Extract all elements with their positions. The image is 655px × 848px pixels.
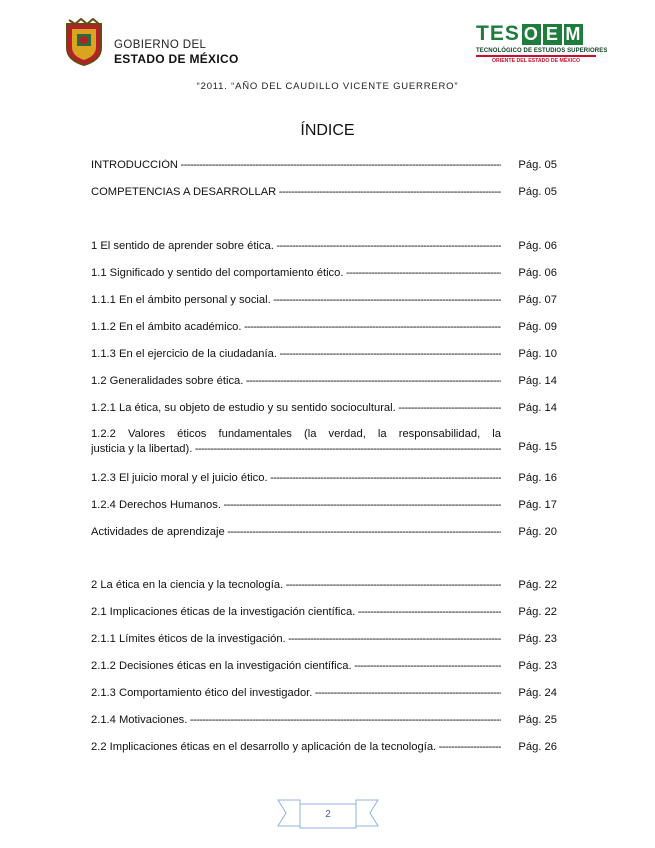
- toc-entry[interactable]: [91, 348, 557, 364]
- toc-entry-page: Pág. 20: [518, 526, 557, 538]
- page-number-ribbon: [276, 796, 380, 832]
- tesoem-tes: TES: [476, 22, 520, 45]
- toc-entry-text: 2.1 Implicaciones éticas de la investigación científica. -----: [91, 606, 501, 618]
- toc-entry[interactable]: [91, 714, 557, 730]
- tesoem-letter-e: E: [543, 24, 562, 45]
- tesoem-divider: [476, 55, 596, 57]
- toc-entry-page: Pág. 17: [518, 499, 557, 511]
- toc-entry-text: 2 La ética en la ciencia y la tecnología. -----: [91, 579, 501, 591]
- toc-entry-text: 1.1.1 En el ámbito personal y social. -----: [91, 294, 501, 306]
- toc-entry-text: 2.2 Implicaciones éticas en el desarrollo y aplicación de la tecnología. -----: [91, 741, 501, 753]
- toc-entry-text: 2.1.1 Límites éticos de la investigación. -----: [91, 633, 501, 645]
- gobierno-wordmark: [114, 38, 239, 66]
- tesoem-letter-o: O: [523, 23, 539, 44]
- toc-entry-page: Pág. 23: [518, 660, 557, 672]
- toc-entry-page: Pág. 05: [518, 159, 557, 171]
- toc-entry-page: Pág. 24: [518, 687, 557, 699]
- tesoem-campus: ORIENTE DEL ESTADO DE MÉXICO: [491, 58, 580, 64]
- toc-entry[interactable]: [91, 606, 557, 622]
- toc-entry-page: Pág. 14: [518, 375, 557, 387]
- toc-entry-page: Pág. 06: [518, 267, 557, 279]
- gobierno-line1: GOBIERNO DEL: [114, 39, 207, 51]
- toc-entry[interactable]: [91, 526, 557, 542]
- page-title: ÍNDICE: [300, 122, 355, 139]
- toc-entry-text: 2.1.2 Decisiones éticas en la investigación científica. -----: [91, 660, 501, 672]
- tesoem-letter-m: M: [565, 23, 582, 44]
- toc-entry-text: 1.1.3 En el ejercicio de la ciudadanía. -----: [91, 348, 501, 360]
- toc-entry-page: Pág. 26: [518, 741, 557, 753]
- toc-entry[interactable]: [91, 402, 557, 418]
- toc-entry-page: Pág. 25: [518, 714, 557, 726]
- toc-entry-text: 2.1.3 Comportamiento ético del investigador. -----: [91, 687, 501, 699]
- toc-entry[interactable]: [91, 428, 557, 462]
- toc-entry[interactable]: [91, 579, 557, 595]
- tesoem-wordmark: [476, 22, 596, 46]
- gobierno-coat-of-arms-icon: [63, 18, 105, 66]
- toc-entry-text: COMPETENCIAS A DESARROLLAR -----: [91, 186, 501, 198]
- toc-entry-page: Pág. 22: [518, 579, 557, 591]
- toc-entry-page: Pág. 09: [518, 321, 557, 333]
- page-number: 2: [325, 809, 331, 820]
- toc-entry-text-line2: justicia y la libertad). -----: [91, 443, 501, 455]
- toc-entry[interactable]: [91, 741, 557, 757]
- toc-entry-text: Actividades de aprendizaje -----: [91, 526, 501, 538]
- gobierno-line2: ESTADO DE MÉXICO: [114, 52, 239, 66]
- toc-entry-page: Pág. 06: [518, 240, 557, 252]
- toc-entry[interactable]: [91, 472, 557, 488]
- toc-entry[interactable]: [91, 267, 557, 283]
- year-motto: “2011. “AÑO DEL CAUDILLO VICENTE GUERRERO”: [196, 81, 459, 92]
- toc-entry-page: Pág. 15: [518, 441, 557, 453]
- toc-entry-text: 1.2.3 El juicio moral y el juicio ético. -----: [91, 472, 501, 484]
- toc-entry-text: 1.2.4 Derechos Humanos. -----: [91, 499, 501, 511]
- toc-entry-text: 1.2.1 La ética, su objeto de estudio y su sentido sociocultural. -----: [91, 402, 501, 414]
- toc-entry-text: 1 El sentido de aprender sobre ética. -----: [91, 240, 501, 252]
- toc-entry[interactable]: [91, 321, 557, 337]
- toc-entry-page: Pág. 05: [518, 186, 557, 198]
- toc-entry-page: Pág. 16: [518, 472, 557, 484]
- toc-entry-text: 1.2 Generalidades sobre ética. -----: [91, 375, 501, 387]
- tesoem-logo: [476, 22, 608, 64]
- toc-entry[interactable]: [91, 375, 557, 391]
- toc-entry[interactable]: [91, 633, 557, 649]
- toc-entry-page: Pág. 23: [518, 633, 557, 645]
- toc-entry-text: 1.1.2 En el ámbito académico. -----: [91, 321, 501, 333]
- tesoem-subtitle: TECNOLÓGICO DE ESTUDIOS SUPERIORES: [476, 48, 608, 54]
- toc-entry[interactable]: [91, 660, 557, 676]
- toc-entry[interactable]: [91, 687, 557, 703]
- toc-entry[interactable]: [91, 499, 557, 515]
- toc-entry-page: Pág. 22: [518, 606, 557, 618]
- toc-entry[interactable]: [91, 159, 557, 175]
- toc-entry-text: 2.1.4 Motivaciones. -----: [91, 714, 501, 726]
- toc-entry-text-line1: 1.2.2 Valores éticos fundamentales (la verdad, la responsabilidad, la: [91, 428, 501, 440]
- toc-entry-page: Pág. 07: [518, 294, 557, 306]
- toc-entry-text: INTRODUCCIÓN -----: [91, 159, 501, 171]
- toc-entry-page: Pág. 10: [518, 348, 557, 360]
- toc-entry-text: 1.1 Significado y sentido del comportamiento ético. -----: [91, 267, 501, 279]
- toc-entry[interactable]: [91, 294, 557, 310]
- toc-entry[interactable]: [91, 240, 557, 256]
- toc-entry[interactable]: [91, 186, 557, 202]
- toc-entry-page: Pág. 14: [518, 402, 557, 414]
